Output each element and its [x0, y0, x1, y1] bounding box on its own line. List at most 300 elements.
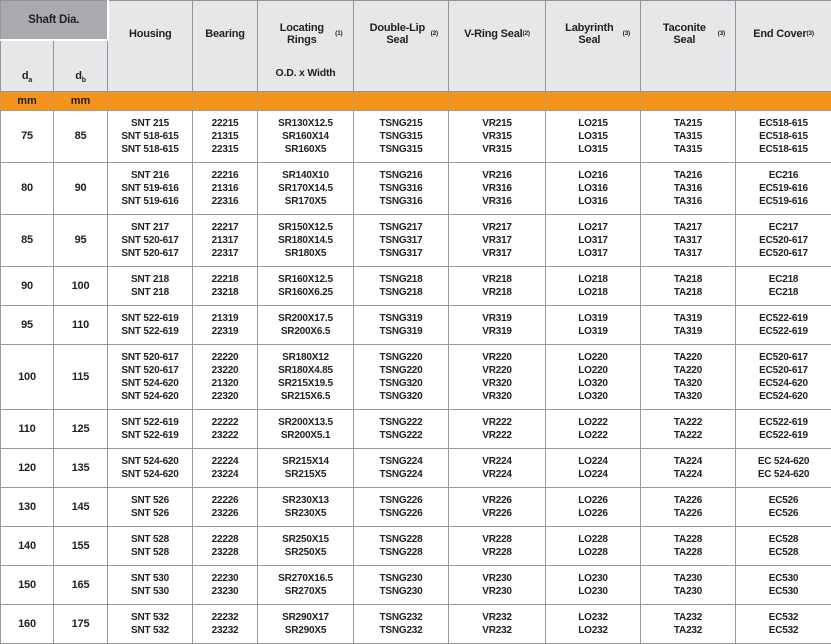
shaft-da-cell — [1, 345, 54, 410]
table-row — [1, 267, 831, 306]
labyrinth-cell — [546, 215, 641, 267]
end-cover-cell — [736, 345, 831, 410]
cell-line: TA317 — [642, 247, 734, 260]
cell-line: LO230 — [547, 585, 639, 598]
shaft-db-cell — [54, 566, 108, 605]
cell-line: VR315 — [450, 130, 544, 143]
cell-line: LO315 — [547, 143, 639, 156]
cell-line: 21315 — [194, 130, 256, 143]
cell-line: EC526 — [737, 494, 830, 507]
cell-line: TA220 — [642, 351, 734, 364]
cell-line: 85 — [2, 234, 52, 247]
cell-line: TSNG220 — [355, 351, 447, 364]
cell-line: 22319 — [194, 325, 256, 338]
labyrinth-cell — [546, 527, 641, 566]
cell-line: LO226 — [547, 507, 639, 520]
cell-line: TA230 — [642, 585, 734, 598]
cell-line: LO320 — [547, 377, 639, 390]
cell-line: VR319 — [450, 325, 544, 338]
cell-line: 150 — [2, 579, 52, 592]
v-ring-cell — [449, 267, 546, 306]
shaft-db-header — [54, 40, 108, 92]
cell-line: LO222 — [547, 429, 639, 442]
labyrinth-cell — [546, 267, 641, 306]
locating-cell — [258, 566, 354, 605]
table-row — [1, 527, 831, 566]
cell-line: 175 — [55, 618, 106, 631]
end-cover-cell — [736, 215, 831, 267]
cell-line: EC217 — [737, 221, 830, 234]
locating-cell — [258, 449, 354, 488]
col-header-double-lip-seal: Double-Lip Seal (2) — [354, 1, 449, 92]
housing-cell — [108, 345, 193, 410]
double-lip-cell — [354, 215, 449, 267]
cell-line: SNT 526 — [109, 507, 191, 520]
cell-line: SR230X5 — [259, 507, 352, 520]
col-title: Double-Lip Seal — [364, 22, 431, 47]
housing-cell — [108, 267, 193, 306]
taconite-cell — [641, 566, 736, 605]
cell-line: EC530 — [737, 572, 830, 585]
cell-line: EC520-617 — [737, 247, 830, 260]
double-lip-cell — [354, 163, 449, 215]
cell-line: 85 — [55, 130, 106, 143]
shaft-db-cell — [54, 111, 108, 163]
col-title: Housing — [129, 28, 172, 41]
cell-line: EC 524-620 — [737, 468, 830, 481]
table-row — [1, 449, 831, 488]
housing-cell — [108, 449, 193, 488]
col-subtitle: O.D. x Width — [276, 67, 336, 91]
cell-line: SNT 217 — [109, 221, 191, 234]
cell-line: TSNG319 — [355, 325, 447, 338]
cell-line: TSNG228 — [355, 533, 447, 546]
v-ring-cell — [449, 410, 546, 449]
cell-line: SR290X5 — [259, 624, 352, 637]
cell-line: LO220 — [547, 351, 639, 364]
table-row — [1, 410, 831, 449]
cell-line: VR316 — [450, 182, 544, 195]
taconite-cell — [641, 163, 736, 215]
cell-line: VR317 — [450, 234, 544, 247]
double-lip-cell — [354, 566, 449, 605]
cell-line: EC522-619 — [737, 312, 830, 325]
cell-line: EC520-617 — [737, 351, 830, 364]
cell-line: EC524-620 — [737, 377, 830, 390]
cell-line: TSNG228 — [355, 546, 447, 559]
double-lip-cell — [354, 306, 449, 345]
unit-spacer — [641, 92, 736, 111]
cell-line: 160 — [2, 618, 52, 631]
cell-line: SR250X15 — [259, 533, 352, 546]
labyrinth-cell — [546, 345, 641, 410]
bearing-cell — [193, 111, 258, 163]
cell-line: SNT 520-617 — [109, 351, 191, 364]
cell-line: 135 — [55, 462, 106, 475]
cell-line: TSNG218 — [355, 286, 447, 299]
col-title: Taconite Seal — [651, 22, 718, 47]
cell-line: TSNG320 — [355, 377, 447, 390]
cell-line: SR130X12.5 — [259, 117, 352, 130]
cell-line: SNT 532 — [109, 624, 191, 637]
cell-line: 125 — [55, 423, 106, 436]
v-ring-cell — [449, 163, 546, 215]
bearing-cell — [193, 215, 258, 267]
col-title: V-Ring Seal — [464, 28, 522, 41]
cell-line: 110 — [2, 423, 52, 436]
cell-line: SR215X6.5 — [259, 390, 352, 403]
cell-line: TSNG316 — [355, 182, 447, 195]
cell-line: TA216 — [642, 169, 734, 182]
shaft-dia-header — [1, 1, 108, 41]
cell-line: 22220 — [194, 351, 256, 364]
cell-line: LO315 — [547, 130, 639, 143]
shaft-db-cell — [54, 410, 108, 449]
cell-line: TSNG226 — [355, 507, 447, 520]
housing-cell — [108, 527, 193, 566]
cell-line: SR215X14 — [259, 455, 352, 468]
double-lip-cell — [354, 449, 449, 488]
taconite-cell — [641, 410, 736, 449]
col-header-taconite-seal: Taconite Seal (3) — [641, 1, 736, 92]
end-cover-cell — [736, 449, 831, 488]
cell-line: 90 — [2, 280, 52, 293]
locating-cell — [258, 163, 354, 215]
taconite-cell — [641, 267, 736, 306]
cell-line: TA230 — [642, 572, 734, 585]
cell-line: VR316 — [450, 195, 544, 208]
cell-line: LO319 — [547, 312, 639, 325]
cell-line: 155 — [55, 540, 106, 553]
cell-line: SNT 522-619 — [109, 416, 191, 429]
shaft-da-cell — [1, 306, 54, 345]
cell-line: EC518-615 — [737, 130, 830, 143]
housing-cell — [108, 488, 193, 527]
cell-line: LO317 — [547, 234, 639, 247]
v-ring-cell — [449, 111, 546, 163]
cell-line: 21316 — [194, 182, 256, 195]
table-row — [1, 163, 831, 215]
cell-line: VR232 — [450, 611, 544, 624]
cell-line: LO320 — [547, 390, 639, 403]
cell-line: 21320 — [194, 377, 256, 390]
cell-line: TA316 — [642, 195, 734, 208]
end-cover-cell — [736, 267, 831, 306]
cell-line: EC518-615 — [737, 143, 830, 156]
cell-line: VR222 — [450, 429, 544, 442]
taconite-cell — [641, 527, 736, 566]
taconite-cell — [641, 111, 736, 163]
cell-line: SNT 532 — [109, 611, 191, 624]
cell-line: TA222 — [642, 429, 734, 442]
col-title: Locating Rings — [269, 22, 336, 47]
cell-line: 22215 — [194, 117, 256, 130]
cell-line: EC 524-620 — [737, 455, 830, 468]
cell-line: SNT 528 — [109, 546, 191, 559]
cell-line: LO228 — [547, 533, 639, 546]
cell-line: SNT 524-620 — [109, 468, 191, 481]
cell-line: 23228 — [194, 546, 256, 559]
cell-line: VR226 — [450, 494, 544, 507]
cell-line: SR160X14 — [259, 130, 352, 143]
cell-line: LO319 — [547, 325, 639, 338]
col-header-bearing — [193, 1, 258, 92]
cell-line: SR270X16.5 — [259, 572, 352, 585]
cell-line: LO232 — [547, 611, 639, 624]
cell-line: SR250X5 — [259, 546, 352, 559]
cell-line: TA224 — [642, 468, 734, 481]
shaft-db-cell — [54, 267, 108, 306]
cell-line: 22317 — [194, 247, 256, 260]
cell-line: TA316 — [642, 182, 734, 195]
cell-line: 23232 — [194, 624, 256, 637]
taconite-cell — [641, 449, 736, 488]
table-row — [1, 306, 831, 345]
cell-line: TSNG222 — [355, 416, 447, 429]
cell-line: VR315 — [450, 143, 544, 156]
shaft-da-cell — [1, 111, 54, 163]
table-row — [1, 111, 831, 163]
cell-line: TA319 — [642, 325, 734, 338]
shaft-da-cell — [1, 215, 54, 267]
shaft-da-cell — [1, 449, 54, 488]
cell-line: TSNG224 — [355, 468, 447, 481]
cell-line: 115 — [55, 371, 106, 384]
cell-line: TA315 — [642, 143, 734, 156]
double-lip-cell — [354, 267, 449, 306]
unit-spacer — [258, 92, 354, 111]
cell-line: 95 — [2, 319, 52, 332]
shaft-da-cell — [1, 488, 54, 527]
cell-line: SNT 522-619 — [109, 325, 191, 338]
cell-line: TSNG315 — [355, 143, 447, 156]
cell-line: SNT 524-620 — [109, 377, 191, 390]
shaft-db-cell — [54, 345, 108, 410]
bearing-cell — [193, 345, 258, 410]
cell-line: VR220 — [450, 364, 544, 377]
cell-line: EC526 — [737, 507, 830, 520]
cell-line: TA224 — [642, 455, 734, 468]
cell-line: SNT 518-615 — [109, 130, 191, 143]
cell-line: TSNG320 — [355, 390, 447, 403]
cell-line: VR317 — [450, 247, 544, 260]
cell-line: 22315 — [194, 143, 256, 156]
shaft-dia-label: Shaft Dia. — [28, 14, 79, 26]
cell-line: LO216 — [547, 169, 639, 182]
cell-line: SNT 216 — [109, 169, 191, 182]
shaft-da-cell — [1, 267, 54, 306]
cell-line: TA222 — [642, 416, 734, 429]
cell-line: SR200X17.5 — [259, 312, 352, 325]
cell-line: TA228 — [642, 546, 734, 559]
cell-line: TSNG218 — [355, 273, 447, 286]
cell-line: 110 — [55, 319, 106, 332]
cell-line: TA320 — [642, 390, 734, 403]
shaft-db-cell — [54, 488, 108, 527]
cell-line: 23220 — [194, 364, 256, 377]
cell-line: LO230 — [547, 572, 639, 585]
col-header-housing — [108, 1, 193, 92]
cell-line: TSNG226 — [355, 494, 447, 507]
v-ring-cell — [449, 215, 546, 267]
cell-line: TA226 — [642, 507, 734, 520]
shaft-da-cell — [1, 566, 54, 605]
v-ring-cell — [449, 449, 546, 488]
housing-cell — [108, 215, 193, 267]
cell-line: 23218 — [194, 286, 256, 299]
cell-line: TA319 — [642, 312, 734, 325]
locating-cell — [258, 267, 354, 306]
cell-line: LO222 — [547, 416, 639, 429]
cell-line: VR218 — [450, 273, 544, 286]
cell-line: 23230 — [194, 585, 256, 598]
cell-line: EC519-616 — [737, 195, 830, 208]
locating-cell — [258, 215, 354, 267]
taconite-cell — [641, 215, 736, 267]
unit-mm-db: mm — [54, 92, 108, 111]
cell-line: SR270X5 — [259, 585, 352, 598]
cell-line: SR160X6.25 — [259, 286, 352, 299]
locating-cell — [258, 306, 354, 345]
double-lip-cell — [354, 111, 449, 163]
cell-line: VR230 — [450, 572, 544, 585]
end-cover-cell — [736, 306, 831, 345]
da-subscript: a — [28, 77, 32, 84]
cell-line: SNT 524-620 — [109, 390, 191, 403]
bearing-cell — [193, 306, 258, 345]
housing-cell — [108, 410, 193, 449]
labyrinth-cell — [546, 566, 641, 605]
col-title: Bearing — [205, 28, 245, 41]
cell-line: TA218 — [642, 286, 734, 299]
cell-line: SR200X5.1 — [259, 429, 352, 442]
cell-line: SR150X12.5 — [259, 221, 352, 234]
housing-cell — [108, 111, 193, 163]
double-lip-cell — [354, 488, 449, 527]
labyrinth-cell — [546, 111, 641, 163]
cell-line: SNT 215 — [109, 117, 191, 130]
table-header — [1, 1, 831, 111]
double-lip-cell — [354, 410, 449, 449]
end-cover-cell — [736, 111, 831, 163]
cell-line: EC528 — [737, 546, 830, 559]
locating-cell — [258, 527, 354, 566]
cell-line: EC522-619 — [737, 416, 830, 429]
cell-line: 22228 — [194, 533, 256, 546]
locating-cell — [258, 345, 354, 410]
cell-line: SNT 528 — [109, 533, 191, 546]
end-cover-cell — [736, 410, 831, 449]
cell-line: TSNG220 — [355, 364, 447, 377]
cell-line: SR170X14.5 — [259, 182, 352, 195]
cell-line: EC218 — [737, 286, 830, 299]
cell-line: TA228 — [642, 533, 734, 546]
shaft-db-cell — [54, 306, 108, 345]
cell-line: 22232 — [194, 611, 256, 624]
cell-line: SNT 520-617 — [109, 247, 191, 260]
cell-line: LO226 — [547, 494, 639, 507]
col-header-end-cover: End Cover (3) — [736, 1, 831, 92]
cell-line: 120 — [2, 462, 52, 475]
cell-line: SR170X5 — [259, 195, 352, 208]
end-cover-cell — [736, 163, 831, 215]
cell-line: VR218 — [450, 286, 544, 299]
cell-line: SNT 530 — [109, 585, 191, 598]
cell-line: SR200X13.5 — [259, 416, 352, 429]
cell-line: TSNG230 — [355, 585, 447, 598]
cell-line: VR230 — [450, 585, 544, 598]
cell-line: TA218 — [642, 273, 734, 286]
cell-line: LO316 — [547, 195, 639, 208]
cell-line: SR215X5 — [259, 468, 352, 481]
cell-line: TSNG317 — [355, 247, 447, 260]
shaft-db-cell — [54, 215, 108, 267]
cell-line: TA217 — [642, 221, 734, 234]
cell-line: 90 — [55, 182, 106, 195]
cell-line: EC518-615 — [737, 117, 830, 130]
cell-line: 140 — [2, 540, 52, 553]
db-subscript: b — [82, 77, 86, 84]
cell-line: VR320 — [450, 377, 544, 390]
cell-line: SNT 218 — [109, 273, 191, 286]
shaft-da-cell — [1, 163, 54, 215]
cell-line: SNT 518-615 — [109, 143, 191, 156]
cell-line: EC519-616 — [737, 182, 830, 195]
cell-line: SNT 522-619 — [109, 429, 191, 442]
double-lip-cell — [354, 345, 449, 410]
cell-line: SR215X19.5 — [259, 377, 352, 390]
cell-line: EC520-617 — [737, 364, 830, 377]
unit-spacer — [736, 92, 831, 111]
bearing-cell — [193, 527, 258, 566]
cell-line: VR228 — [450, 533, 544, 546]
cell-line: SNT 519-616 — [109, 182, 191, 195]
cell-line: 22217 — [194, 221, 256, 234]
cell-line: VR224 — [450, 468, 544, 481]
cell-line: VR220 — [450, 351, 544, 364]
cell-line: SNT 520-617 — [109, 234, 191, 247]
v-ring-cell — [449, 345, 546, 410]
cell-line: SR160X5 — [259, 143, 352, 156]
unit-spacer — [449, 92, 546, 111]
cell-line: SNT 520-617 — [109, 364, 191, 377]
bearing-cell — [193, 163, 258, 215]
cell-line: TSNG316 — [355, 195, 447, 208]
housing-cell — [108, 163, 193, 215]
bearing-cell — [193, 449, 258, 488]
cell-line: SR180X14.5 — [259, 234, 352, 247]
cell-line: 100 — [2, 371, 52, 384]
cell-line: 75 — [2, 130, 52, 143]
unit-band — [1, 92, 831, 111]
taconite-cell — [641, 306, 736, 345]
cell-line: EC524-620 — [737, 390, 830, 403]
cell-line: EC520-617 — [737, 234, 830, 247]
unit-spacer — [546, 92, 641, 111]
cell-line: VR320 — [450, 390, 544, 403]
cell-line: 22222 — [194, 416, 256, 429]
labyrinth-cell — [546, 410, 641, 449]
cell-line: VR232 — [450, 624, 544, 637]
locating-cell — [258, 410, 354, 449]
cell-line: SNT 218 — [109, 286, 191, 299]
shaft-db-cell — [54, 449, 108, 488]
cell-line: SNT 519-616 — [109, 195, 191, 208]
cell-line: 100 — [55, 280, 106, 293]
cell-line: TA320 — [642, 377, 734, 390]
unit-spacer — [193, 92, 258, 111]
taconite-cell — [641, 488, 736, 527]
